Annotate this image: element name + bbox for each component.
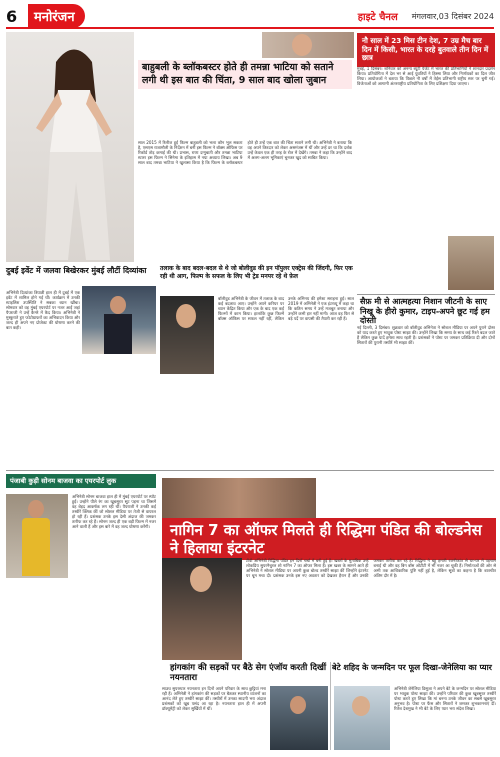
genelia-body: अभिनेत्री जेनेलिया डिसूजा ने अपने बेटे के जन्मदिन पर सोशल मीडिया पर भावुक पोस्ट साझा की। उन्होंने परिवार की कुछ खूबसूरत तस्वीरें पोस्ट करते हुए लिखा कि मां बनना उनके जीवन का सबसे खूबसूरत अनुभव है। पोस्ट पर फैंस और सितारों ने जमकर शुभकामनाएं दीं। रितेश देशमुख ने भी बेटे के लिए प्यार भरा संदेश लिखा। (394, 686, 496, 711)
masthead (6, 5, 494, 29)
section-title: मनोरंजन (28, 4, 85, 28)
sidebar1-headline: नौ साल में 23 मिस टीन देश, 7 उम्र मैच बार दिन में किसी, भारत के दरहे बुतवाले तीन दिन में छात्र (357, 33, 495, 67)
page-number: 6 (6, 6, 18, 26)
genelia-headline: बेटे शहिद के जन्मदिन पर फूल दिखा-जेनेलिया का प्यार (332, 663, 492, 672)
airport-photo (6, 494, 68, 578)
divorce-headline: तलाक के बाद बदल-बदल से थे जो बोलीवुड की इन पॉपुलर एक्ट्रेस की जिंदगी, फिर एक रही थी आग, फिल्म के सफल के लिए भी ट्रेड मनपर रहे थे फ़ेल (160, 265, 353, 280)
naagin-photo (162, 478, 316, 518)
sidebar2-body: नई दिल्ली, 3 दिसंबर। शुक्रवार को बॉलीवुड अभिनेता ने सोशल मीडिया पर अपने पुराने दोस्त को याद करते हुए भावुक पोस्ट साझा की। उन्होंने लिखा कि समय के साथ कई रिश्ते बदल जाते हैं लेकिन कुछ यादें हमेशा साथ रहती हैं। प्रशंसकों ने पोस्ट पर जमकर प्रतिक्रिया दी और दोनों सितारों की पुरानी तस्वीरें भी साझा कीं। (357, 325, 495, 345)
paper-name: हाइटे चैनल (357, 12, 398, 23)
tamannaah-headline: बाहुबली के ब्लॉकबस्टर होते ही तमन्ना भाटिया को सताने लगी थी इस बात की चिंता, 9 साल बाद खोला जुबान (138, 60, 352, 89)
dubai-body-more (6, 356, 156, 464)
naagin-main-photo (162, 558, 242, 660)
tamannaah-inset-photo (262, 32, 354, 58)
dubai-headline: दुबई इवेंट में जलवा बिखेरकर मुंबई लौटीं दिव्यांका (6, 266, 147, 275)
naagin-body: टीवी अभिनेत्री रिद्धिमा पंडित इन दिनों चर्चा में बनी हुई हैं। खबरों के मुताबिक उन्हें लोकप्रिय सुपरनैचुरल शो नागिन 7 का ऑफर मिला है। इस खबर के सामने आते ही अभिनेत्री ने सोशल मीडिया पर अपनी कुछ बोल्ड तस्वीरें साझा कीं जिन्होंने इंटरनेट पर धूम मचा दी। प्रशंसक उनके इस नए अवतार को देखकर हैरान हैं और उनकी जमकर तारीफ कर रहे हैं। रिद्धिमा ने बहू हमारी रजनीकांत से घर-घर में पहचान बनाई थी और वह बिग बॉस ओटीटी में भी नजर आ चुकी हैं। निर्माताओं की ओर से अभी तक आधिकारिक पुष्टि नहीं हुई है, लेकिन सूत्रों का कहना है कि बातचीत अंतिम दौर में है। (246, 558, 496, 578)
dubai-body: अभिनेत्री दिव्यांका त्रिपाठी हाल ही में दुबई में एक इवेंट में शामिल होने गई थीं। कार्यक्रम में उनकी स्टाइलिश उपस्थिति ने सबका ध्यान खींचा। सोमवार को वह मुंबई एयरपोर्ट पर नजर आईं जहां पैपराजी ने उन्हें कैमरे में कैद किया। अभिनेत्री ने मुस्कुराते हुए फोटोग्राफरों का अभिवादन किया और जल्द ही अपने नए प्रोजेक्ट की घोषणा करने की बात कही। (6, 290, 80, 330)
airport-body: अभिनेत्री सोनम बाजवा हाल ही में मुंबई एयरपोर्ट पर स्पॉट हुईं। उन्होंने पीले रंग का खूबसूरत सूट पहना था जिसमें वह बेहद आकर्षक लग रही थीं। पैपराजी ने उनकी कई तस्वीरें क्लिक कीं जो सोशल मीडिया पर तेजी से वायरल हो रही हैं। प्रशंसक उनके इस देसी अंदाज की जमकर तारीफ कर रहे हैं। सोनम जल्द ही एक बड़ी फिल्म में नजर आने वाली हैं और इस बारे में वह जल्द घोषणा करेंगी। (72, 494, 156, 529)
hongkong-headline: हांगकांग की सड़कों पर बैठे सेग एंजॉय करती दिखीं नयनतारा (170, 663, 327, 683)
divider (330, 662, 331, 750)
divider (6, 470, 494, 471)
divorce-body: बॉलीवुड अभिनेत्री के जीवन में तलाक के बाद कई बदलाव आए। उन्होंने अपने करियर पर ध्यान केंद्रित किया और एक के बाद एक कई फिल्मों में काम किया। हालांकि कुछ फिल्में बॉक्स ऑफिस पर सफल नहीं रहीं, लेकिन उनके अभिनय की हमेशा सराहना हुई। साल 2019 में अभिनेत्री ने एक इंटरव्यू में कहा था कि कठिन समय ने उन्हें मजबूत बनाया और उन्होंने कभी हार नहीं मानी। आज वह फिर से बड़े पर्दे पर वापसी की तैयारी कर रही हैं। (218, 296, 354, 321)
airport-body-more (6, 582, 156, 742)
sidebar1-body: मुंबई, 1 दिसंबर। शनिवार को अनन्य ब्यूटी पेजेंट में भारत की प्रतिभागियों ने शानदार प्रदर्शन किया। प्रतियोगिता में देश भर से आई युवतियों ने हिस्सा लिया और निर्णायकों का दिल जीत लिया। आयोजकों ने बताया कि पिछले नौ वर्षों में तेईस प्रतिभागी राष्ट्रीय स्तर पर चुनी गईं। विजेताओं को आगामी अंतरराष्ट्रीय प्रतियोगिता के लिए प्रशिक्षण दिया जाएगा। (357, 66, 495, 86)
tamannaah-figure (6, 32, 134, 262)
dateline: मंगलवार,03 दिसंबर 2024 (411, 11, 494, 21)
tamannaah-body: साल 2015 में रिलीज हुई फिल्म बाहुबली को भला कौन भूल सकता है, एसएस राजामौली के निर्देशन में बनी इस फिल्म ने बॉक्स ऑफिस पर रिकॉर्ड तोड़ कमाई की थी। प्रभास, राणा दग्गुबाती और तमन्ना भाटिया स्टारर इस फिल्म ने सिनेमा के इतिहास में नया अध्याय लिखा। अब 9 साल बाद तमन्ना भाटिया ने खुलासा किया है कि फिल्म के ब्लॉकबस्टर होते ही उन्हें एक बात की चिंता सताने लगी थी। अभिनेत्री ने बताया कि वह अपने किरदार को लेकर असमंजस में थीं और उन्हें डर था कि दर्शक उन्हें केवल एक ही तरह के रोल में देखेंगे। तमन्ना ने कहा कि उन्होंने बाद में अलग-अलग भूमिकाएं चुनकर खुद को साबित किया। (138, 140, 352, 165)
hongkong-body: साउथ सुपरस्टार नयनतारा इन दिनों अपने परिवार के साथ छुट्टियां मना रही हैं। अभिनेत्री ने हांगकांग की सड़कों पर बैठकर स्थानीय व्यंजनों का आनंद लेते हुए तस्वीरें साझा कीं। तस्वीरों में उनका सादगी भरा अंदाज प्रशंसकों को खूब पसंद आ रहा है। नयनतारा हाल ही में अपनी डॉक्यूमेंट्री को लेकर सुर्खियों में थीं। (162, 686, 266, 711)
airport-headline: पंजाबी कुड़ी सोनम बाजवा का एयरपोर्ट लुक (6, 474, 156, 488)
naagin-headline: नागिन 7 का ऑफर मिलते ही रिद्धिमा पंडित की बोल्डनेस ने हिलाया इंटरनेट (162, 518, 496, 560)
divorce-body-more (160, 378, 354, 466)
genelia-photo (334, 686, 390, 750)
sidebar1-body-tail (357, 236, 445, 290)
sidebar2-headline: सैफ़ मी से आत्महत्या निशान जीटनी के साए निखू के हीरो कुमार, टाइप-अपने छूट गई हम दोस्ती (357, 294, 495, 328)
sidebar1-photo (448, 236, 494, 290)
divorce-photo (160, 296, 214, 374)
dubai-photo (82, 286, 156, 354)
tamannaah-photo (6, 32, 134, 262)
hongkong-photo (270, 686, 328, 750)
